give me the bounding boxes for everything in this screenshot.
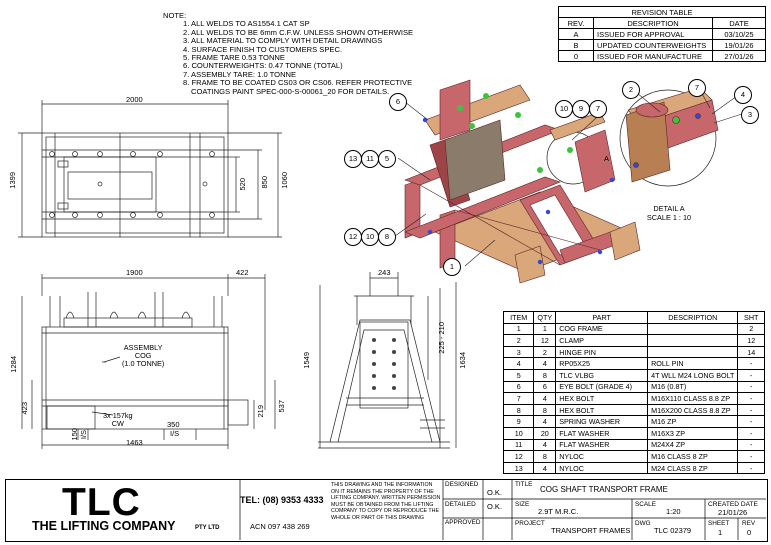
bom-cell: 12 bbox=[738, 335, 765, 347]
company-name: THE LIFTING COMPANY bbox=[32, 519, 176, 533]
created-label: CREATED DATE bbox=[708, 501, 758, 508]
sheet-label: SHEET bbox=[708, 520, 730, 527]
bom-cell: SPRING WASHER bbox=[556, 416, 648, 428]
designed-value: O.K. bbox=[487, 488, 503, 497]
note-8-cont: COATINGS PAINT SPEC-000-S-00061_20 FOR DETAILS. bbox=[191, 86, 390, 96]
dim-front-423: 423 bbox=[20, 402, 29, 415]
balloon-item: 12 bbox=[344, 228, 362, 246]
dim-front-537: 537 bbox=[277, 400, 286, 413]
rev-cell: 19/01/26 bbox=[713, 40, 766, 51]
note-5: 5. FRAME TARE 0.53 TONNE bbox=[183, 53, 285, 63]
bom-cell: - bbox=[738, 369, 765, 381]
bom-cell: M24 CLASS 8 ZP bbox=[648, 462, 738, 474]
balloon-item: 13 bbox=[344, 150, 362, 168]
bom-cell: 2 bbox=[534, 346, 556, 358]
rev-cell: 0 bbox=[559, 51, 594, 62]
bom-cell: 20 bbox=[534, 427, 556, 439]
bom-cell: 2 bbox=[504, 335, 534, 347]
dim-side-225-210: 225 - 210 bbox=[437, 322, 446, 354]
disclaimer: THIS DRAWING AND THE INFORMATION ON IT REMAINS THE PROPERTY OF THE LIFTING COMPANY. WRITTEN PERMISSION MUST BE OBTAINED FROM THE LIFTING COMPANY TO COPY OR REPRODUCE THE WHOLE OR PART OF THIS DRAWING bbox=[331, 482, 441, 521]
rev-cell: ISSUED FOR APPROVAL bbox=[594, 29, 713, 40]
bom-cell: 8 bbox=[534, 369, 556, 381]
rev-cell: UPDATED COUNTERWEIGHTS bbox=[594, 40, 713, 51]
bom-cell: 4 bbox=[534, 358, 556, 370]
bom-cell: 8 bbox=[504, 404, 534, 416]
balloon-item: 7 bbox=[688, 79, 706, 97]
balloon-item: 3 bbox=[741, 106, 759, 124]
rev-value: 0 bbox=[747, 528, 752, 537]
bom-cell: HEX BOLT bbox=[556, 404, 648, 416]
bom-cell: - bbox=[738, 404, 765, 416]
bom-cell: 5 bbox=[504, 369, 534, 381]
bom-cell: EYE BOLT (GRADE 4) bbox=[556, 381, 648, 393]
bom-cell: COG FRAME bbox=[556, 323, 648, 335]
dwg-label: DWG bbox=[635, 520, 651, 527]
rev-cell: B bbox=[559, 40, 594, 51]
bom-header-sht: SHT bbox=[738, 312, 765, 324]
bom-cell: FLAT WASHER bbox=[556, 439, 648, 451]
bom-header-part: PART bbox=[556, 312, 648, 324]
dim-side-1549: 1549 bbox=[302, 352, 311, 369]
bom-cell: 4 bbox=[534, 393, 556, 405]
dim-front-422: 422 bbox=[236, 268, 249, 277]
note-6: 6. COUNTERWEIGHTS: 0.47 TONNE (TOTAL) bbox=[183, 61, 343, 71]
balloon-item: 10 bbox=[361, 228, 379, 246]
bom-header-qty: QTY bbox=[534, 312, 556, 324]
bom-cell: 13 bbox=[504, 462, 534, 474]
bom-cell: TLC VLBG bbox=[556, 369, 648, 381]
dim-top-width: 2000 bbox=[126, 95, 143, 104]
bom-cell: RP05X25 bbox=[556, 358, 648, 370]
scale-label: SCALE bbox=[635, 501, 656, 508]
balloon-item: 1 bbox=[443, 258, 461, 276]
cw-label-1: 3x 157kg bbox=[103, 411, 133, 420]
bom-cell: 8 bbox=[534, 404, 556, 416]
dim-inner-850: 850 bbox=[260, 176, 269, 189]
bom-cell: 4 bbox=[534, 416, 556, 428]
created-value: 21/01/26 bbox=[718, 508, 748, 517]
bom-cell: HEX BOLT bbox=[556, 393, 648, 405]
detail-a-ref: A bbox=[604, 154, 610, 163]
bom-cell: - bbox=[738, 462, 765, 474]
size-value: 2.9T M.R.C. bbox=[538, 507, 579, 516]
dim-side-243: 243 bbox=[378, 268, 391, 277]
detailed-label: DETAILED bbox=[445, 501, 476, 508]
note-3: 3. ALL MATERIAL TO COMPLY WITH DETAIL DRAWINGS bbox=[183, 36, 383, 46]
bom-cell: M16 (0.8T) bbox=[648, 381, 738, 393]
dim-front-219: 219 bbox=[256, 405, 265, 418]
balloon-item: 10 bbox=[555, 100, 573, 118]
company-suffix: PTY LTD bbox=[195, 525, 220, 531]
bom-cell: 12 bbox=[504, 451, 534, 463]
rev-header-description: DESCRIPTION bbox=[594, 18, 713, 29]
balloon-item: 7 bbox=[589, 100, 607, 118]
company-acn: ACN 097 438 269 bbox=[250, 522, 310, 531]
bom-cell: - bbox=[738, 451, 765, 463]
bom-cell: FLAT WASHER bbox=[556, 427, 648, 439]
size-label: SIZE bbox=[515, 501, 530, 508]
balloon-item: 5 bbox=[378, 150, 396, 168]
bom-cell: - bbox=[738, 439, 765, 451]
note-2: 2. ALL WELDS TO BE 6mm C.F.W. UNLESS SHOWN OTHERWISE bbox=[183, 27, 414, 37]
dim-inner-520: 520 bbox=[238, 178, 247, 191]
cog-label-3: (1.0 TONNE) bbox=[122, 359, 165, 368]
bom-cell: - bbox=[738, 427, 765, 439]
title-label: TITLE bbox=[515, 481, 533, 488]
dim-front-1463: 1463 bbox=[126, 438, 143, 447]
bom-cell: 1 bbox=[504, 323, 534, 335]
detail-a-scale: SCALE 1 : 10 bbox=[646, 212, 692, 222]
bom-cell: - bbox=[738, 381, 765, 393]
revision-table-title: REVISION TABLE bbox=[559, 7, 766, 18]
rev-cell: 27/01/26 bbox=[713, 51, 766, 62]
detailed-value: O.K. bbox=[487, 502, 503, 511]
dim-top-height: 1399 bbox=[8, 172, 17, 189]
bom-cell: 3 bbox=[504, 346, 534, 358]
rev-label: REV bbox=[742, 520, 756, 527]
bom-cell: 9 bbox=[504, 416, 534, 428]
designed-label: DESIGNED bbox=[445, 481, 479, 488]
bom-cell: NYLOC bbox=[556, 451, 648, 463]
approved-label: APPROVED bbox=[445, 519, 481, 526]
rev-cell: A bbox=[559, 29, 594, 40]
dim-front-1900: 1900 bbox=[126, 268, 143, 277]
bom-cell: M24X4 ZP bbox=[648, 439, 738, 451]
bom-cell: M16 ZP bbox=[648, 416, 738, 428]
bom-cell: 10 bbox=[504, 427, 534, 439]
bom-cell: 7 bbox=[504, 393, 534, 405]
balloon-item: 6 bbox=[389, 93, 407, 111]
cog-label-2: COG bbox=[134, 351, 152, 360]
bom-cell: HINGE PIN bbox=[556, 346, 648, 358]
bom-cell: 1 bbox=[534, 323, 556, 335]
dim-front-1284: 1284 bbox=[9, 356, 18, 373]
rev-header-rev: REV. bbox=[559, 18, 594, 29]
bom-cell: M16X3 ZP bbox=[648, 427, 738, 439]
balloon-item: 4 bbox=[734, 86, 752, 104]
bom-cell: M16X110 CLASS 8.8 ZP bbox=[648, 393, 738, 405]
dwg-number: TLC 02379 bbox=[654, 526, 692, 535]
project-value: TRANSPORT FRAMES bbox=[551, 526, 631, 535]
note-4: 4. SURFACE FINISH TO CUSTOMERS SPEC. bbox=[183, 44, 343, 54]
sheet-value: 1 bbox=[718, 528, 723, 537]
bom-cell: M16X200 CLASS 8.8 ZP bbox=[648, 404, 738, 416]
bom-cell: - bbox=[738, 358, 765, 370]
dim-side-1634: 1634 bbox=[458, 352, 467, 369]
note-7: 7. ASSEMBLY TARE: 1.0 TONNE bbox=[183, 69, 297, 79]
project-label: PROJECT bbox=[515, 520, 545, 527]
rev-header-date: DATE bbox=[713, 18, 766, 29]
rev-cell: 03/10/25 bbox=[713, 29, 766, 40]
dim-front-150: 150 bbox=[70, 428, 79, 441]
cw-label-2: CW bbox=[111, 419, 124, 428]
balloon-item: 8 bbox=[378, 228, 396, 246]
company-logo: TLC bbox=[62, 481, 141, 524]
bom-header-item: ITEM bbox=[504, 312, 534, 324]
bom-cell: 11 bbox=[504, 439, 534, 451]
dim-front-350: 350 bbox=[167, 420, 180, 429]
bom-cell: 4 bbox=[504, 358, 534, 370]
bom-cell: 4 bbox=[534, 462, 556, 474]
note-1: 1. ALL WELDS TO AS1554.1 CAT SP bbox=[183, 19, 310, 29]
bom-cell: 6 bbox=[504, 381, 534, 393]
dim-front-is2: I/S bbox=[79, 430, 88, 440]
bom-cell: CLAMP bbox=[556, 335, 648, 347]
balloon-item: 2 bbox=[622, 81, 640, 99]
bom-cell: 6 bbox=[534, 381, 556, 393]
bom-cell: 12 bbox=[534, 335, 556, 347]
bom-cell: - bbox=[738, 416, 765, 428]
scale-value: 1:20 bbox=[666, 507, 681, 516]
notes-heading: NOTE: bbox=[163, 11, 187, 20]
bom-cell: 4T WLL M24 LONG BOLT bbox=[648, 369, 738, 381]
note-8: 8. FRAME TO BE COATED CS03 OR CS06. REFER PROTECTIVE bbox=[183, 78, 413, 88]
bom-cell: 8 bbox=[534, 451, 556, 463]
bom-cell: 2 bbox=[738, 323, 765, 335]
bom-cell: 14 bbox=[738, 346, 765, 358]
detail-a-title: DETAIL A bbox=[653, 204, 685, 213]
bom-header-description: DESCRIPTION bbox=[648, 312, 738, 324]
cog-label-1: ASSEMBLY bbox=[123, 343, 163, 352]
company-tel: TEL: (08) 9353 4333 bbox=[240, 495, 324, 505]
bom-cell: NYLOC bbox=[556, 462, 648, 474]
dim-inner-1060: 1060 bbox=[280, 172, 289, 189]
dim-front-is: I/S bbox=[170, 429, 180, 438]
drawing-title: COG SHAFT TRANSPORT FRAME bbox=[540, 485, 668, 494]
bom-cell: ROLL PIN bbox=[648, 358, 738, 370]
bom-cell: 4 bbox=[534, 439, 556, 451]
balloon-item: 9 bbox=[572, 100, 590, 118]
balloon-item: 11 bbox=[361, 150, 379, 168]
bom-cell: M16 CLASS 8 ZP bbox=[648, 451, 738, 463]
rev-cell: ISSUED FOR MANUFACTURE bbox=[594, 51, 713, 62]
bom-cell: - bbox=[738, 393, 765, 405]
